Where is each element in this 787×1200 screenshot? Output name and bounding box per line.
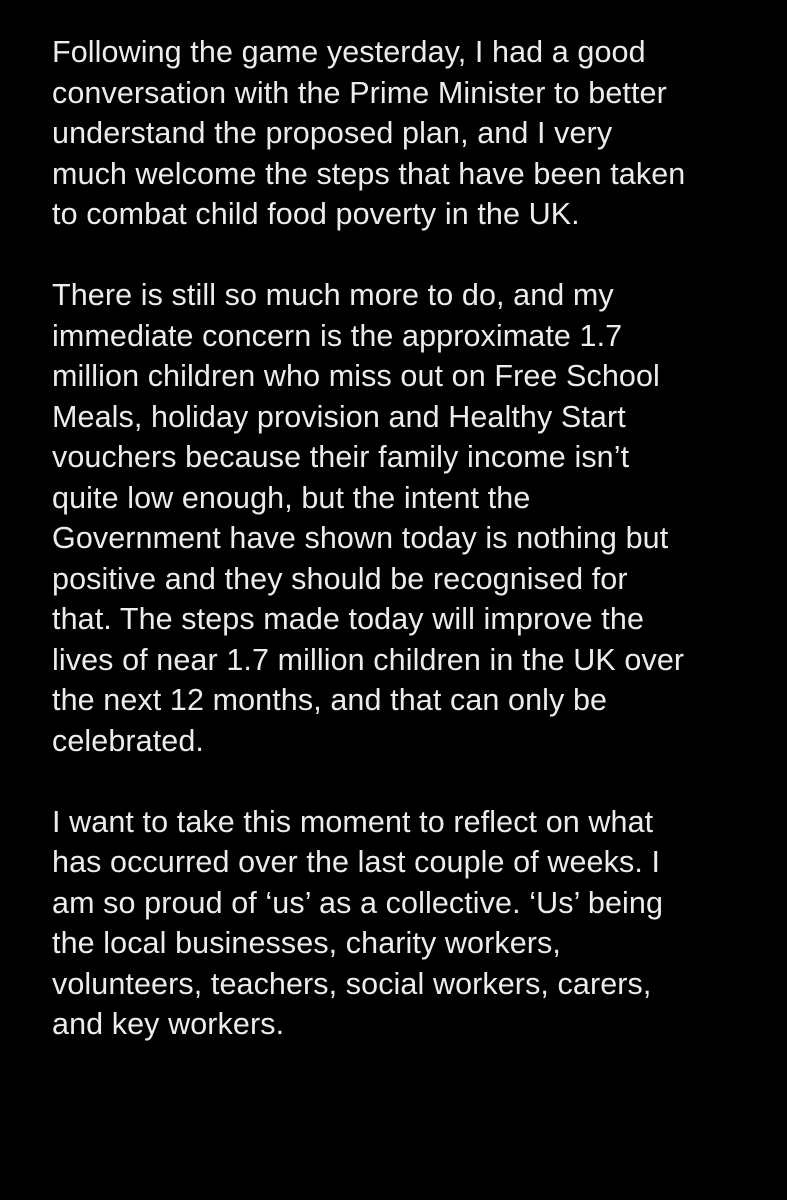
text-line: There is still so much more to do, and my (52, 278, 614, 312)
text-line: understand the proposed plan, and I very (52, 116, 613, 150)
text-line: the local businesses, charity workers, (52, 926, 561, 960)
text-line: immediate concern is the approximate 1.7 (52, 318, 623, 353)
text-line: volunteers, teachers, social workers, carers, (52, 966, 652, 1001)
text-line: quite low enough, but the intent the (52, 480, 531, 515)
text-line: Government have shown today is nothing but (52, 521, 669, 555)
paragraph-gap (52, 235, 752, 276)
text-line: positive and they should be recognised for (52, 561, 628, 596)
text-line: much welcome the steps that have been taken (52, 156, 686, 191)
text-line: to combat child food poverty in the UK. (52, 197, 580, 231)
paragraph-3 (52, 802, 752, 1045)
text-line: million children who miss out on Free School (52, 359, 660, 393)
paragraph-gap (52, 761, 752, 802)
text-line: conversation with the Prime Minister to better (52, 75, 667, 110)
text-line: has occurred over the last couple of weeks. I (52, 845, 661, 879)
text-line: lives of near 1.7 million children in the UK over (52, 642, 685, 677)
text-line: celebrated. (52, 723, 205, 758)
text-line: Following the game yesterday, I had a good (52, 35, 646, 69)
note-body (52, 32, 752, 1045)
text-line: Meals, holiday provision and Healthy Start (52, 399, 626, 434)
text-line: the next 12 months, and that can only be (52, 683, 608, 717)
paragraph-1 (52, 32, 752, 235)
text-line: vouchers because their family income isn’t (52, 440, 630, 474)
text-line: and key workers. (52, 1007, 285, 1041)
paragraph-2 (52, 275, 752, 761)
text-line: am so proud of ‘us’ as a collective. ‘Us’ being (52, 885, 664, 920)
text-line: that. The steps made today will improve the (52, 602, 645, 636)
text-line: I want to take this moment to reflect on what (52, 804, 654, 839)
